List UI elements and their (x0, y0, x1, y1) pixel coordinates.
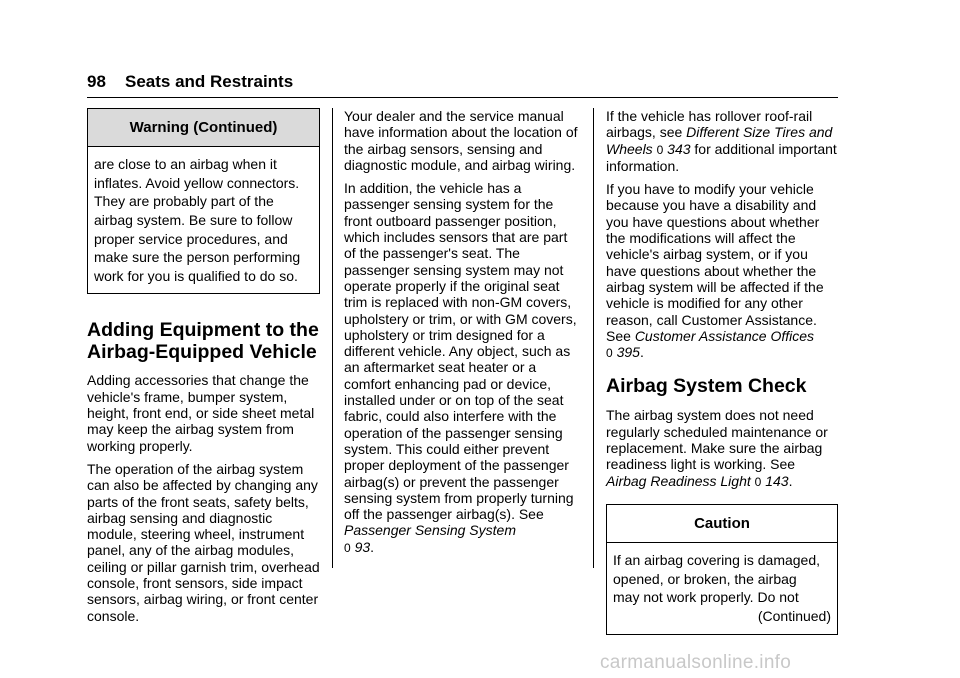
cross-reference-passenger-sensing[interactable]: Passenger Sensing System (344, 522, 516, 539)
cross-reference-customer-assistance[interactable]: Customer Assistance Offices (634, 327, 815, 344)
page-ref-icon: 0 (344, 540, 351, 555)
header-rule (87, 97, 838, 98)
paragraph (344, 180, 580, 556)
paragraph (606, 181, 838, 361)
column-divider-1 (332, 108, 333, 568)
warning-body (88, 146, 319, 293)
page-ref-icon: 0 (754, 474, 762, 489)
caution-body (607, 542, 837, 633)
warning-line: are close to an airbag when it (94, 156, 277, 173)
page-reference[interactable]: 395 (616, 344, 640, 361)
page-number: 98 (87, 72, 106, 91)
column-divider-2 (593, 108, 594, 568)
page-ref-icon: 0 (606, 346, 613, 361)
caution-line: If an airbag covering is damaged, (613, 552, 821, 569)
page-ref-icon: 0 (656, 142, 664, 157)
continued-label: (Continued) (757, 608, 831, 625)
warning-line: make sure the person performing (94, 249, 301, 266)
page-header (87, 72, 293, 92)
watermark: carmanualsonline.info (600, 652, 792, 673)
page-reference[interactable]: 143 (765, 472, 789, 489)
paragraph: Adding accessories that change the vehicle's frame, bumper system, height, front end, or side sheet metal may keep the airbag system from working properly. (87, 372, 315, 454)
caution-line: opened, or broken, the airbag (613, 570, 797, 587)
warning-line: proper service procedures, and (94, 230, 288, 247)
paragraph: Your dealer and the service manual have information about the location of the airbag sensors, sensing and diagnostic module, and airbag wiring. (344, 108, 578, 173)
heading-line-1: Adding Equipment to the (87, 319, 319, 342)
caution-line: may not work properly. Do not (613, 589, 799, 606)
column-1 (87, 108, 320, 631)
warning-line: work for you is qualified to do so. (94, 267, 298, 284)
caution-box (606, 504, 838, 635)
warning-title: Warning (Continued) (88, 109, 319, 146)
column-2 (344, 108, 580, 563)
column-3 (606, 108, 838, 635)
paragraph (606, 407, 838, 489)
period: . (788, 472, 793, 489)
section-title: Seats and Restraints (125, 72, 294, 91)
period: . (370, 538, 375, 555)
paragraph-text: for additional important information. (606, 140, 837, 174)
paragraph-text: In addition, the vehicle has a passenger sensing system for the front outboard passenger position, which includes sensors that are part of the passenger's seat. The passenger sensing system may not operate properly if the original seat trim is replaced with non-GM covers, upholstery or trim, or with GM covers, upholstery or trim designed for a different vehicle. Any object, such as an aftermarket seat heater or a comfort enhancing pad or device, installed under or on top of the seat fabric, could also interfere with the operation of the passenger sensing system. This could either prevent proper deployment of the passenger airbag(s) or prevent the passenger sensing system from properly turning off the passenger airbag(s). See (344, 180, 577, 523)
paragraph: The operation of the airbag system can also be affected by changing any parts of the front seats, safety belts, airbag sensing and diagnostic module, steering wheel, instrument panel, any of the airbag modules, ceiling or pillar garnish trim, overhead console, front sensors, side impact sensors, airbag wiring, or front center console. (87, 460, 320, 624)
paragraph-text: The airbag system does not need regularly scheduled maintenance or replacement. Make sure the airbag readiness light is working. See (606, 407, 828, 473)
warning-line: airbag system. Be sure to follow (94, 212, 293, 229)
warning-box (87, 108, 320, 294)
warning-line: inflates. Avoid yellow connectors. (94, 174, 300, 191)
heading-line-2: Airbag-Equipped Vehicle (87, 341, 317, 364)
cross-reference-readiness-light[interactable]: Airbag Readiness Light (606, 472, 751, 489)
warning-line: They are probably part of the (94, 193, 274, 210)
paragraph (606, 108, 838, 174)
caution-title: Caution (607, 505, 837, 542)
section-heading-airbag-check: Airbag System Check (606, 375, 807, 398)
period: . (639, 344, 644, 361)
section-heading-adding-equipment (87, 319, 320, 363)
cross-reference-tires-wheels[interactable]: Different Size Tires and Wheels (606, 124, 833, 157)
paragraph-text: If the vehicle has rollover roof-rail airbags, see (606, 108, 813, 141)
page-reference[interactable]: 93 (354, 538, 371, 555)
paragraph-text: If you have to modify your vehicle because you have a disability and you have questions about whether the modifications will affect the vehicle's airbag system, or if you have questions about whether the airbag system will be affected if the vehicle is modified for any other reason, call Customer Assistance. See (606, 181, 824, 344)
page-reference[interactable]: 343 (667, 140, 691, 157)
